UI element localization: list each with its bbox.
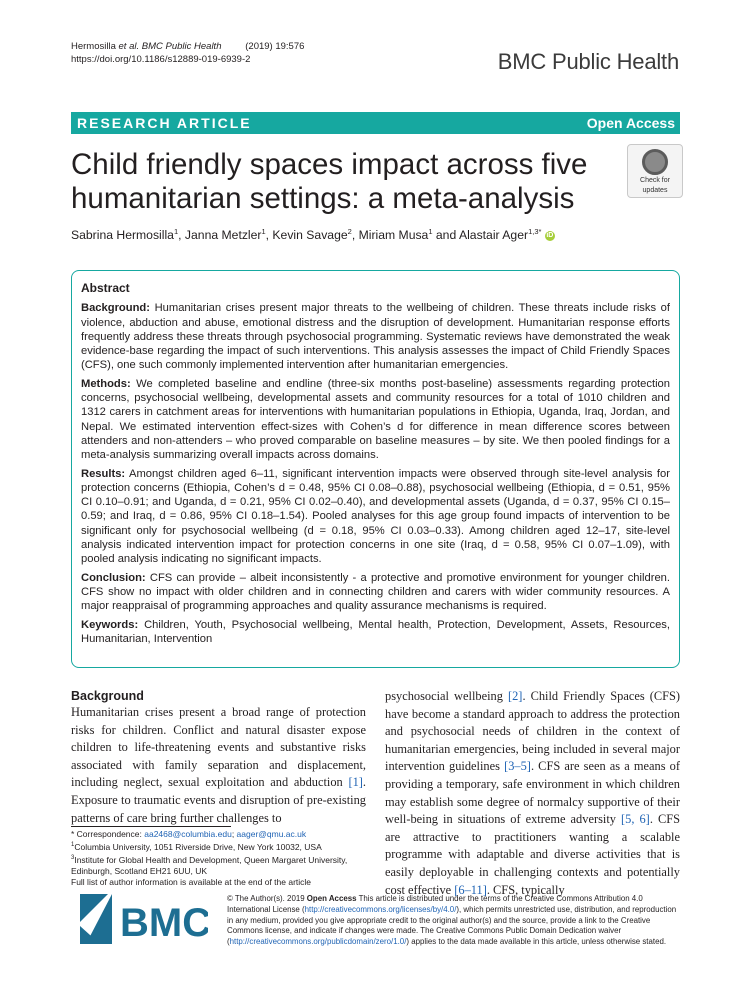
body-text: . CFS, typically [486, 882, 565, 897]
open-access-label: Open Access [586, 115, 675, 131]
check-for-updates-badge[interactable] [627, 144, 683, 198]
crossmark-icon [642, 149, 668, 175]
abstract-background [81, 301, 670, 372]
author-affiliation: 1 [173, 227, 179, 236]
author-affiliation: 1 [261, 227, 266, 236]
section-text: We completed baseline and endline (three-six months post-baseline) assessments regarding protection concerns, psychosocial wellbeing, developmental assets and community resources for a total of 1010 children and 1312 carers in catchment areas for interventions with humanitarian populations in Ethiopia, Uganda, Iraq, Jordan, and Nepal. We estimated intervention effect-sizes with Cohen’s d for difference in mean difference scores between attenders and non-attenders – who proved comparable on baseline measures – by site. We then pooled findings for a meta-analysis summarizing overall impacts across domains. [81, 377, 671, 462]
affiliation-text: Columbia University, 1051 Riverside Drive, New York 10032, USA [74, 842, 322, 853]
section-text: CFS can provide – albeit inconsistently - a protective and promotive environment for younger children. CFS show no impact with older children and in connecting children and carers with wider community resources. A major reappraisal of programming approaches and quality assurance mechanisms is required. [81, 571, 671, 613]
affiliation-3 [71, 853, 366, 877]
bmc-logo-graphic [78, 890, 208, 948]
body-paragraph [385, 688, 680, 899]
doi-link[interactable]: https://doi.org/10.1186/s12889-019-6939-2 [71, 54, 251, 65]
section-label: Results: [81, 467, 126, 480]
body-text: . Exposure to traumatic events and disruption of pre-existing patterns of care bring further challenges to [71, 775, 366, 825]
author-name: Alastair Ager [458, 228, 529, 243]
section-label: Methods: [81, 377, 131, 390]
badge-line-1: Check for [640, 177, 670, 184]
email-link[interactable]: aager@qmu.ac.uk [236, 829, 307, 839]
article-type: RESEARCH ARTICLE [77, 115, 252, 131]
body-left-column [71, 688, 366, 827]
email-link[interactable]: aa2468@columbia.edu [144, 829, 232, 839]
citation-journal: et al. BMC Public Health [118, 41, 222, 52]
correspondence-line [71, 829, 366, 840]
abstract-heading: Abstract [81, 281, 130, 295]
footnote-divider [71, 826, 231, 827]
body-text: psychosocial wellbeing [385, 689, 508, 703]
affiliation-number: 1 [71, 842, 75, 849]
licence-statement [227, 894, 682, 948]
article-title [71, 148, 611, 216]
citation-link[interactable]: [2] [507, 689, 523, 703]
author-name: Sabrina Hermosilla [71, 228, 174, 243]
author-name: Kevin Savage [272, 228, 348, 243]
abstract-results [81, 467, 670, 567]
correspondence-label: * Correspondence: [71, 829, 145, 839]
author-name: Janna Metzler [184, 228, 262, 243]
section-text: Children, Youth, Psychosocial wellbeing, Mental health, Protection, Development, Assets, Resources, Humanitarian, Intervention [81, 618, 670, 645]
citation-line [71, 40, 304, 53]
citation-authors: Hermosilla [71, 41, 119, 52]
section-text: Humanitarian crises present major threats to the wellbeing of children. These threats include risks of violence, abduction and abuse, emotional distress and the disruption of development. Humanitarian response efforts frequently address these threats through psychosocial programming. Systematic reviews have demonstrated the weak evidence-base regarding the impact of such interventions. This analysis assesses the impact of Child Friendly Spaces (CFS), one such commonly implemented intervention after humanitarian emergencies. [81, 302, 670, 372]
body-text: . Child Friendly Spaces (CFS) have become a standard approach to address the protection and psychosocial needs of children in the context of humanitarian emergencies, being included in several major intervention guidelines [385, 689, 680, 774]
author-affiliation: 1 [428, 227, 433, 236]
abstract-methods [81, 377, 670, 463]
bmc-logo [78, 890, 208, 953]
section-label: Conclusion: [81, 571, 146, 584]
body-right-column [385, 688, 680, 899]
affiliation-number: 3 [71, 855, 75, 862]
licence-text: ), which permits unrestricted use, distribution, and reproduction in any medium, provided you give appropriate credit to the original author(s) and the source, provide a link to the Creative Commons license, and indicate if changes were made. The Creative Commons Public Domain Dedication waiver ( [227, 904, 677, 947]
section-label: Background: [81, 302, 150, 315]
citation-link[interactable]: [5, 6] [621, 812, 650, 827]
author-affiliation: 2 [347, 227, 352, 236]
bmc-logo-text: BMC [120, 901, 208, 945]
abstract-keywords [81, 618, 670, 647]
author-info-note: Full list of author information is available at the end of the article [71, 877, 312, 888]
author-affiliation: 1,3* [528, 227, 542, 236]
abstract-box [71, 270, 680, 668]
badge-line-2: updates [642, 187, 668, 194]
citation-link[interactable]: [1] [348, 775, 363, 790]
body-text: Humanitarian crises present a broad range of protection risks for children. Conflict and natural disaster expose children to life-threatening events and substantive risks associated with family separation and displacement, including neglect, sexual exploitation and abduction [71, 705, 366, 790]
licence-text: ) applies to the data made available in this article, unless otherwise stated. [406, 937, 667, 947]
citation-year-volume: (2019) 19:576 [245, 41, 305, 52]
cc0-link[interactable]: http://creativecommons.org/publicdomain/zero/1.0/ [229, 937, 407, 947]
affiliation-1 [71, 840, 366, 853]
footnotes [71, 829, 366, 889]
background-heading: Background [71, 689, 144, 703]
author-list: Sabrina Hermosilla$^1$, Janna Metzler$^1$, Kevin Savage$^2$, Miriam Musa$^1$ and Alastair Ager$^{1,3*}$ iD [71, 227, 554, 243]
citation-link[interactable]: [3–5] [504, 759, 531, 774]
body-text: . CFS are attractive to practitioners wanting a scalable programme with adaptable and diverse activities that is easily deployable in challenging contexts and potentially cost effective [385, 812, 680, 897]
journal-name: BMC Public Health [497, 49, 679, 74]
body-paragraph [71, 704, 366, 827]
title-line-2: humanitarian settings: a meta-analysis [71, 182, 575, 215]
licence-open-access: Open Access [306, 894, 357, 903]
author-name: Miriam Musa [358, 228, 429, 243]
abstract-conclusion [81, 571, 670, 614]
licence-text: This article is distributed under the terms of the Creative Commons Attribution 4.0 International License ( [227, 894, 643, 914]
affiliation-text: Institute for Global Health and Development, Queen Margaret University, Edinburgh, Scotland EH21 6UU, UK [71, 855, 348, 877]
orcid-icon[interactable]: iD [546, 231, 554, 239]
licence-link[interactable]: http://creativecommons.org/licenses/by/4.0/ [304, 904, 457, 914]
email-separator: ; [231, 829, 237, 839]
citation-link[interactable]: [6–11] [454, 882, 487, 897]
title-line-1: Child friendly spaces impact across five [71, 148, 588, 181]
article-type-banner [71, 112, 680, 134]
body-text: . CFS are seen as a means of providing a temporary, safe environment in which children may establish some degree of normalcy supportive of their well-being in situations of extreme adversity [385, 759, 680, 827]
running-header [71, 40, 304, 66]
section-text: Amongst children aged 6–11, significant intervention impacts were observed through site-level analysis for protection concerns (Ethiopia, Cohen’s d = 0.48, 95% CI 0.08–0.88), psychosocial wellbeing (Ethiopia, d = 0.51, 95% CI 0.10–0.91; and Uganda, d = 0.21, 95% CI 0.02–0.40), and developmental assets (Uganda, d = 0.37, 95% CI 0.15–0.59; and Iraq, d = 0.86, 95% CI 0.18–1.54). Pooled analyses for this age group found impacts of intervention to be significant only for psychosocial wellbeing (d = 0.18, 95% CI 0.03–0.33). Among children aged 12–17, site-level analysis indicated intervention impact for protection concerns in one site (Iraq, d = 0.58, 95% CI 0.07–1.09), with pooled analysis indicating no significant impacts. [81, 467, 670, 566]
section-label: Keywords: [81, 618, 139, 631]
licence-text: © The Author(s). 2019 [227, 894, 307, 903]
